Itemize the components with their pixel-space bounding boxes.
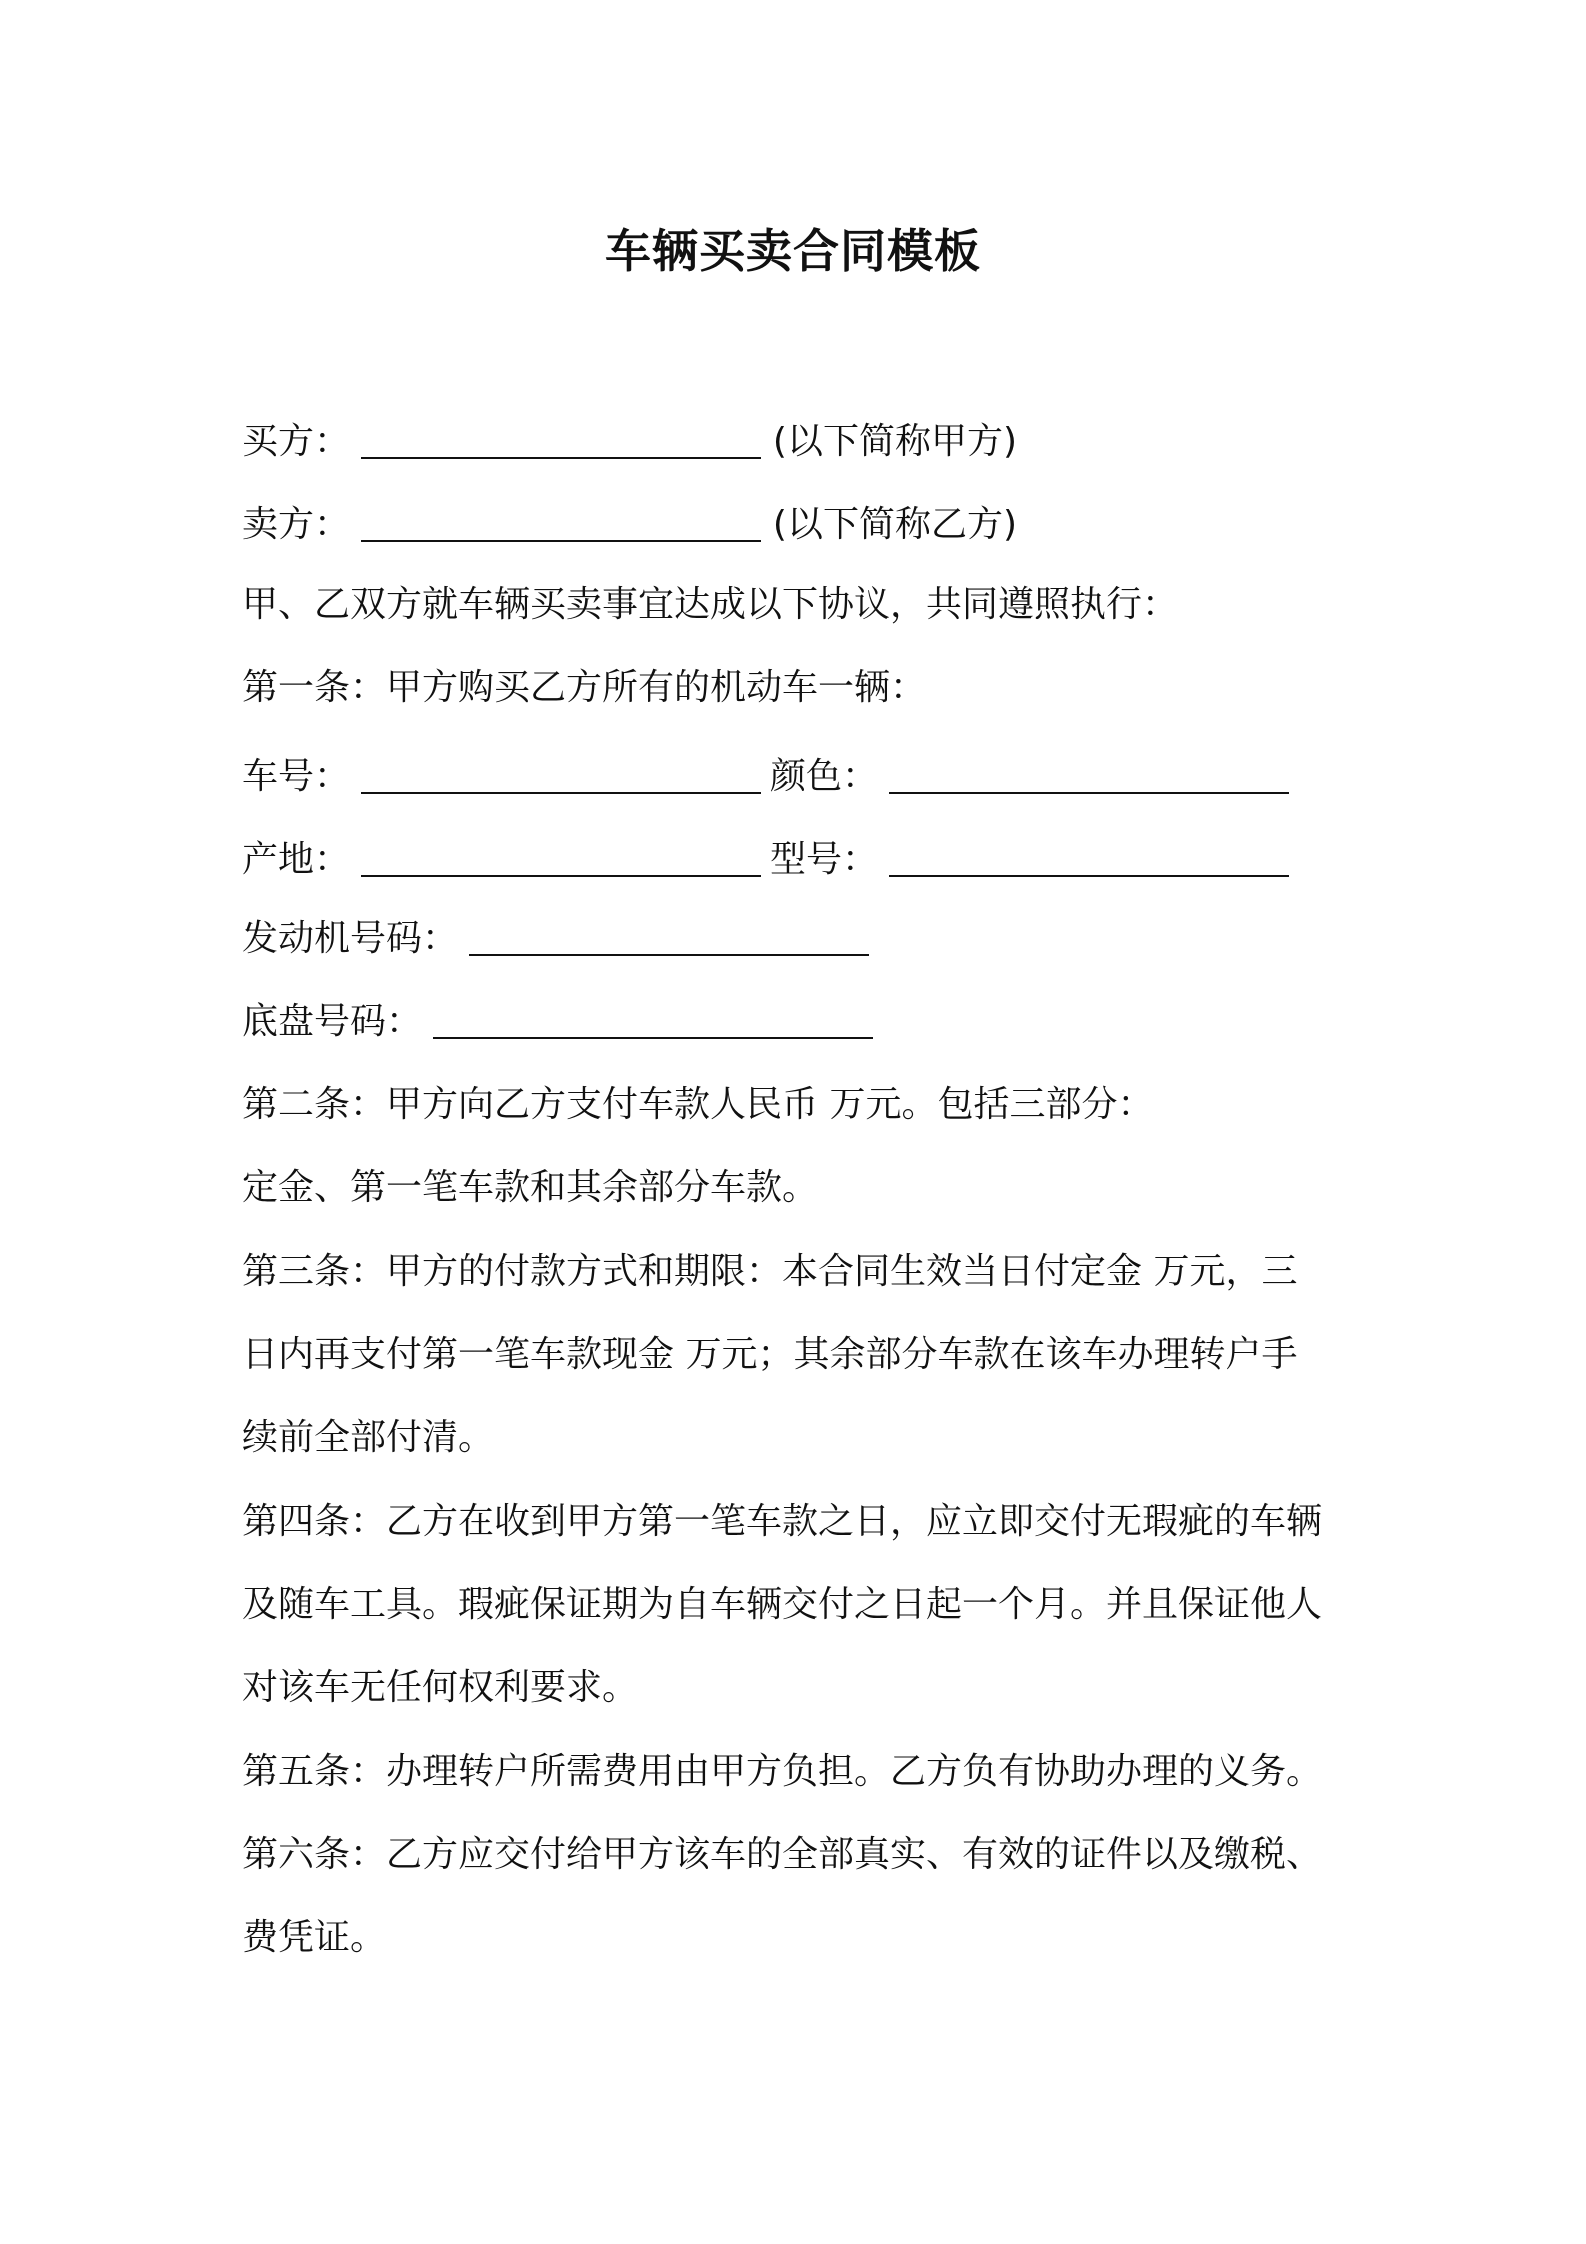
- buyer-line: [242, 420, 1017, 464]
- model-label: 型号：: [770, 839, 879, 880]
- article-3-line-1: 第三条：甲方的付款方式和期限：本合同生效当日付定金 万元，三: [242, 1251, 1298, 1292]
- engine-line: [242, 917, 869, 961]
- engine-label: 发动机号码：: [242, 918, 459, 959]
- chassis-blank[interactable]: [433, 1003, 873, 1039]
- article-1: 第一条：甲方购买乙方所有的机动车一辆：: [242, 667, 927, 708]
- plate-blank[interactable]: [361, 758, 761, 794]
- article-5: 第五条：办理转户所需费用由甲方负担。乙方负有协助办理的义务。: [242, 1751, 1323, 1792]
- seller-blank[interactable]: [361, 506, 761, 542]
- buyer-blank[interactable]: [361, 423, 761, 459]
- article-4-line-1: 第四条：乙方在收到甲方第一笔车款之日，应立即交付无瑕疵的车辆: [242, 1501, 1323, 1542]
- article-6-line-1: 第六条：乙方应交付给甲方该车的全部真实、有效的证件以及缴税、: [242, 1834, 1323, 1875]
- buyer-label: 买方：: [242, 421, 351, 462]
- seller-suffix: (以下简称乙方): [772, 504, 1018, 545]
- plate-label: 车号：: [242, 756, 351, 797]
- article-3-line-2: 日内再支付第一笔车款现金 万元；其余部分车款在该车办理转户手: [242, 1334, 1298, 1375]
- intro-text: 甲、乙双方就车辆买卖事宜达成以下协议，共同遵照执行：: [242, 584, 1179, 625]
- engine-blank[interactable]: [469, 920, 869, 956]
- model-line: [770, 838, 1289, 882]
- origin-line: [242, 838, 761, 882]
- color-line: [770, 755, 1289, 799]
- document-title: 车辆买卖合同模板: [605, 224, 981, 278]
- article-2-line-2: 定金、第一笔车款和其余部分车款。: [242, 1167, 819, 1208]
- color-blank[interactable]: [889, 758, 1289, 794]
- buyer-suffix: (以下简称甲方): [772, 421, 1018, 462]
- origin-blank[interactable]: [361, 841, 761, 877]
- seller-line: [242, 503, 1017, 547]
- color-label: 颜色：: [770, 756, 879, 797]
- article-4-line-2: 及随车工具。瑕疵保证期为自车辆交付之日起一个月。并且保证他人: [242, 1584, 1323, 1625]
- article-6-line-2: 费凭证。: [242, 1917, 387, 1958]
- article-3-line-3: 续前全部付清。: [242, 1417, 495, 1458]
- model-blank[interactable]: [889, 841, 1289, 877]
- chassis-label: 底盘号码：: [242, 1001, 423, 1042]
- seller-label: 卖方：: [242, 504, 351, 545]
- chassis-line: [242, 1000, 873, 1044]
- origin-label: 产地：: [242, 839, 351, 880]
- article-2-line-1: 第二条：甲方向乙方支付车款人民币 万元。包括三部分：: [242, 1084, 1154, 1125]
- plate-line: [242, 755, 761, 799]
- article-4-line-3: 对该车无任何权利要求。: [242, 1667, 639, 1708]
